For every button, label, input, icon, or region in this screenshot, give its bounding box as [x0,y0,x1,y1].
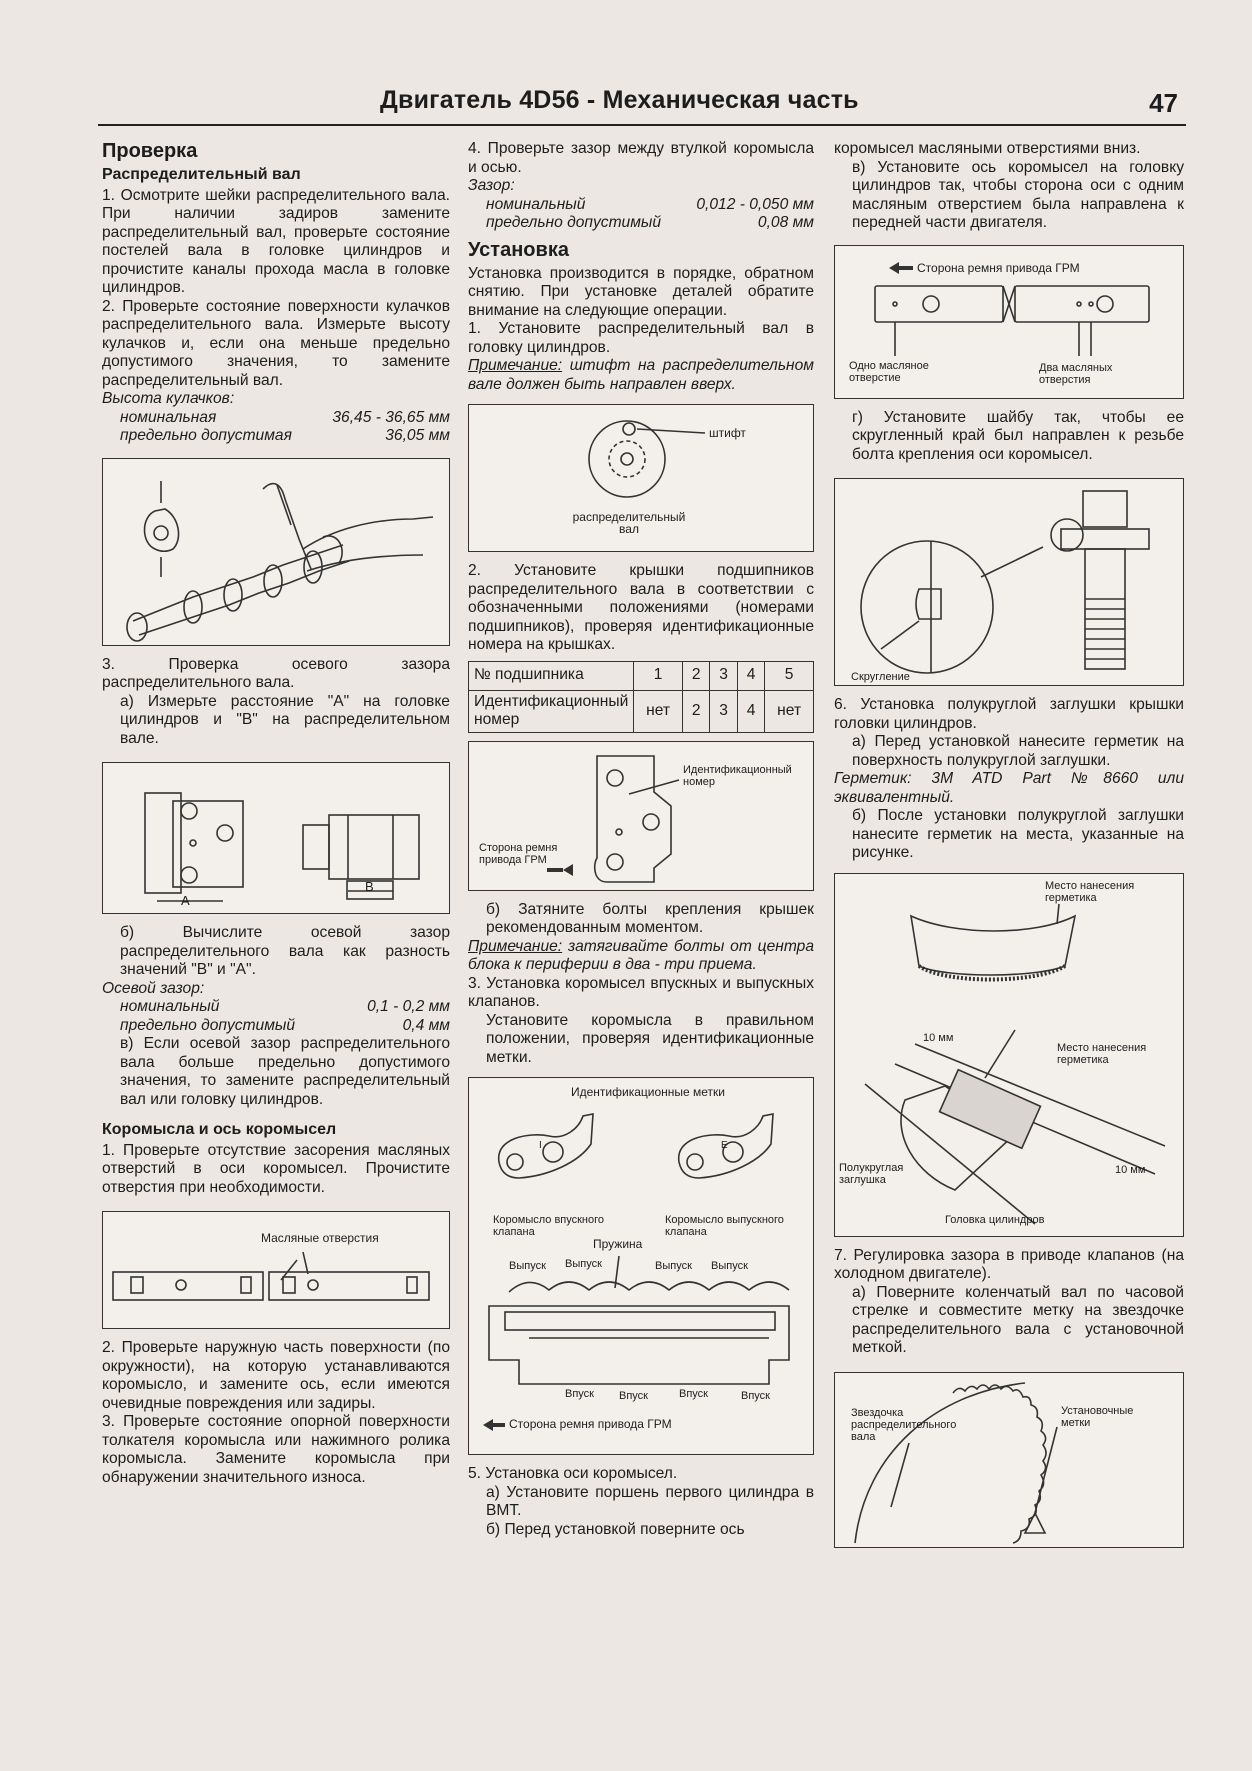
paragraph: Установка производится в порядке, обратном снятию. При установке деталей обратите внимание на следующие операции. [468,264,814,319]
label-timing-marks: Установочные метки [1061,1404,1134,1429]
paragraph: в) Если осевой зазор распределительного вала больше предельно допустимого значения, то замените распределительный вал или головку цилиндров. [120,1035,450,1108]
spec-row: предельно допустимая 36,05 мм [120,427,450,444]
spec-title: Осевой зазор: [102,979,205,997]
spec-row: предельно допустимый 0,4 мм [120,1016,450,1034]
label-sprocket: Звездочка распределительного вала [851,1406,957,1443]
spec-title: Высота кулачков: [102,390,235,407]
paragraph: б) После установки полукруглой заглушки нанесите герметик на места, указанные на рисунке. [852,807,1184,861]
figure-bearing-cap [468,741,814,891]
paragraph: 3. Проверьте состояние опорной поверхности толкателя коромысла или нажимного ролика коромысла. Замените коромысла при обнаружении значительного износа. [102,1413,450,1486]
column-1 [102,140,450,1487]
paragraph: 3. Проверка осевого зазора распределительного вала. [102,655,450,691]
figure-sprocket-marks [834,1372,1184,1548]
label-cylinder-head: Головка цилиндров [945,1213,1045,1226]
paragraph: коромысел масляными отверстиями вниз. [834,140,1141,157]
column-3 [834,140,1184,1558]
note: Примечание: штифт на распределительном вале должен быть направлен вверх. [468,357,814,393]
figure-rocker-marks [468,1077,814,1455]
paragraph: в) Установите ось коромысел на головку цилиндров так, чтобы сторона оси с одним масляным отверстием была направлена к передней части двигателя. [852,158,1184,231]
label-exhaust: Выпуск [509,1260,546,1272]
label-oil-holes: Масляные отверстия [261,1231,379,1245]
figure-washer-bolt [834,478,1184,686]
bearing-table [468,661,814,733]
table-row: № подшипника 1 2 3 4 5 [469,661,814,690]
label-spring: Пружина [593,1237,643,1251]
figure-half-plug [834,873,1184,1237]
page-title: Двигатель 4D56 - Механическая часть [380,86,859,114]
paragraph: 2. Проверьте состояние поверхности кулачков распределительного вала. Измерьте высоту кулачков и, если она меньше предельно допустимого значения, то замените распределительный вал. [102,297,450,389]
label-pin: штифт [709,426,746,440]
subsection-camshaft: Распределительный вал [102,166,301,183]
paragraph: 2. Проверьте наружную часть поверхности (по окружности), на которую устанавливаются коромысло, и замените ось, если имеются очевидные повреждения или задиры. [102,1339,450,1412]
spec-row: предельно допустимый 0,08 мм [486,214,814,231]
paragraph: 3. Установка коромысел впускных и выпускных клапанов. [468,974,814,1010]
paragraph: 2. Установите крышки подшипников распределительного вала в соответствии с обозначенными положениями (номерами подшипников), проверяя идентификационные номера на крышках. [468,562,814,653]
figure-rocker-shaft [834,245,1184,399]
label-timing-side: Сторона ремня привода ГРМ [509,1417,672,1431]
label-two-holes: Два масляных отверстия [1039,361,1113,386]
label-b: B [365,879,374,894]
paragraph: Установите коромысла в правильном положении, проверяя идентификационные метки. [486,1011,814,1066]
spec-title: Зазор: [468,177,515,194]
label-a: A [181,893,190,908]
label-one-hole: Одно масляное отверстие [849,359,929,384]
figure-camshaft-pin [468,404,814,552]
paragraph: а) Поверните коленчатый вал по часовой стрелке и совместите метку на звездочке распределительного вала с установочной меткой. [852,1283,1184,1356]
section-heading-check: Проверка [102,140,198,162]
column-2 [468,140,814,1539]
spec-row: номинальный 0,1 - 0,2 мм [120,998,450,1015]
label-rocker-exhaust: Коромысло выпускного клапана [665,1214,784,1238]
paragraph: 6. Установка полукруглой заглушки крышки головки цилиндров. [834,696,1184,732]
label-10mm: 10 мм [923,1031,954,1044]
paragraph: 7. Регулировка зазора в приводе клапанов (на холодном двигателе). [834,1246,1184,1282]
page-number: 47 [1149,88,1178,118]
label-exhaust: Выпуск [655,1260,692,1272]
label-id-marks: Идентификационные метки [570,1085,725,1099]
paragraph: 4. Проверьте зазор между втулкой коромысла и осью. [468,140,814,176]
label-intake: Впуск [679,1388,708,1400]
table-row: Идентификационный номер нет 2 3 4 нет [469,690,814,732]
paragraph: б) Вычислите осевой зазор распределительного вала как разность значений "B" и "A". [120,924,450,978]
label-timing-side: Сторона ремня привода ГРМ [917,260,1080,275]
label-sealant-place: Место нанесения герметика [1057,1041,1147,1066]
label-half-plug: Полукруглая заглушка [839,1161,904,1186]
section-heading-install: Установка [468,238,569,261]
paragraph: 1. Установите распределительный вал в головку цилиндров. [468,320,814,356]
paragraph: 1. Проверьте отсутствие засорения масляных отверстий в оси коромысел. Прочистите отверстия при необходимости. [102,1141,450,1196]
label-intake: Впуск [741,1390,770,1402]
label-exhaust: Выпуск [711,1260,748,1272]
label-intake: Впуск [619,1390,648,1402]
mark-i: I [539,1140,542,1151]
page-header [98,86,1186,126]
paragraph: 5. Установка оси коромысел. [468,1465,678,1482]
label-camshaft: распределительный вал [572,510,686,536]
spec-row: номинальный 0,012 - 0,050 мм [486,195,814,213]
figure-cam-measure [102,458,450,646]
label-exhaust: Выпуск [565,1258,602,1270]
paragraph: б) Затяните болты крепления крышек рекомендованным моментом. [486,900,814,936]
paragraph: 1. Осмотрите шейки распределительного вала. При наличии задиров замените распределительный вал, проверьте состояние постелей вала в головке цилиндров и прочистите каналы прохода масла в головке цилиндров. [102,186,450,296]
label-timing-side: Сторона ремня привода ГРМ [479,841,558,866]
note: Примечание: затягивайте болты от центра блока к периферии в два - три приема. [468,937,815,973]
paragraph: б) Перед установкой поверните ось [486,1520,745,1538]
label-intake: Впуск [565,1388,594,1400]
mark-e: E [721,1140,728,1151]
label-10mm: 10 мм [1115,1163,1146,1176]
sealant-spec: Герметик: 3M ATD Part №8660 или эквивалентный. [834,770,1184,806]
paragraph: а) Перед установкой нанесите герметик на поверхность полукруглой заглушки. [852,733,1184,769]
label-rocker-intake: Коромысло впускного клапана [493,1214,605,1238]
figure-axial-clearance [102,762,450,914]
label-id-number: Идентификационный номер [683,763,792,788]
paragraph: г) Установите шайбу так, чтобы ее скругленный край был направлен к резьбе болта крепления оси коромысел. [852,408,1184,463]
paragraph: а) Измерьте расстояние "A" на головке цилиндров и "B" на распределительном вале. [120,692,450,747]
subsection-rockers: Коромысла и ось коромысел [102,1121,337,1138]
label-sealant-place: Место нанесения герметика [1045,879,1135,904]
spec-row: номинальная 36,45 - 36,65 мм [120,408,450,426]
label-rounding: Скругление [851,671,910,683]
figure-oil-holes [102,1211,450,1329]
paragraph: а) Установите поршень первого цилиндра в ВМТ. [486,1483,814,1519]
